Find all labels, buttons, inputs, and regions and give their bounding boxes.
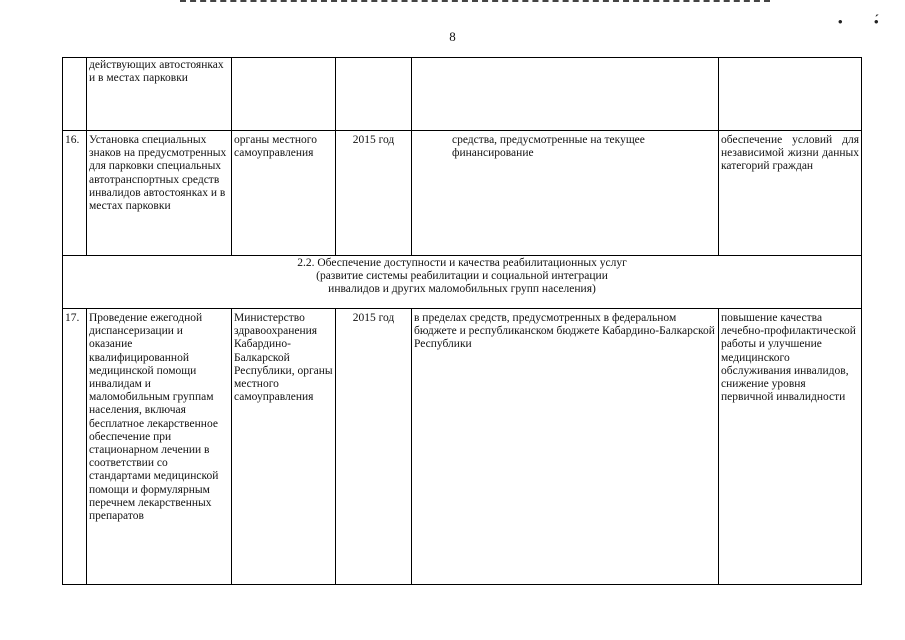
section-subtitle-line1: (развитие системы реабилитации и социальной интеграции	[316, 270, 608, 283]
result-cell: повышение качества лечебно-профилактической работы и улучшение медицинского обслуживания инвалидов, снижение уровня первичной инвалидности	[719, 309, 862, 585]
row-number-cell: 16.	[63, 131, 87, 256]
result-cell	[719, 58, 862, 131]
table-row-continued	[63, 58, 862, 131]
funding-cell	[412, 131, 719, 256]
scan-mark-dot-accent: •́	[874, 14, 879, 29]
executor-cell	[232, 58, 336, 131]
executor-cell: Министерство здравоохранения Кабардино-Балкарской Республики, органы местного самоуправления	[232, 309, 336, 585]
measure-cell: Установка специальных знаков на предусмотренных для парковки специальных автотранспортных средств инвалидов автостоянках и в местах парковки	[87, 131, 232, 256]
funding-text: средства, предусмотренные на текущее финансирование	[452, 134, 645, 160]
funding-cell	[412, 58, 719, 131]
measures-table	[62, 57, 862, 585]
measure-cell: Проведение ежегодной диспансеризации и оказание квалифицированной медицинской помощи инвалидам и маломобильным группам населения, включая бесплатное лекарственное обеспечение при стационарном лечении в соответствии со стандартами медицинской помощи и формулярным перечнем лекарственных препаратов	[87, 309, 232, 585]
period-cell	[336, 58, 412, 131]
row-number-cell	[63, 58, 87, 131]
section-header-row	[63, 256, 862, 309]
scan-top-edge-line	[180, 0, 770, 4]
table-row-17	[63, 309, 862, 585]
section-title: 2.2. Обеспечение доступности и качества реабилитационных услуг	[297, 257, 627, 269]
period-cell: 2015 год	[336, 309, 412, 585]
section-subtitle-line2: инвалидов и других маломобильных групп населения)	[328, 283, 596, 296]
page-number: 8	[449, 29, 456, 44]
result-cell: обеспечение условий для независимой жизни данных категорий граждан	[719, 131, 862, 256]
row-number-cell: 17.	[63, 309, 87, 585]
section-heading-cell	[63, 256, 862, 309]
executor-cell: органы местного самоуправления	[232, 131, 336, 256]
measure-cell: действующих автостоянках и в местах парковки	[87, 58, 232, 131]
scan-mark-dot: •	[838, 14, 843, 29]
table-row-16	[63, 131, 862, 256]
funding-cell: в пределах средств, предусмотренных в федеральном бюджете и республиканском бюджете Кабардино-Балкарской Республики	[412, 309, 719, 585]
period-cell: 2015 год	[336, 131, 412, 256]
